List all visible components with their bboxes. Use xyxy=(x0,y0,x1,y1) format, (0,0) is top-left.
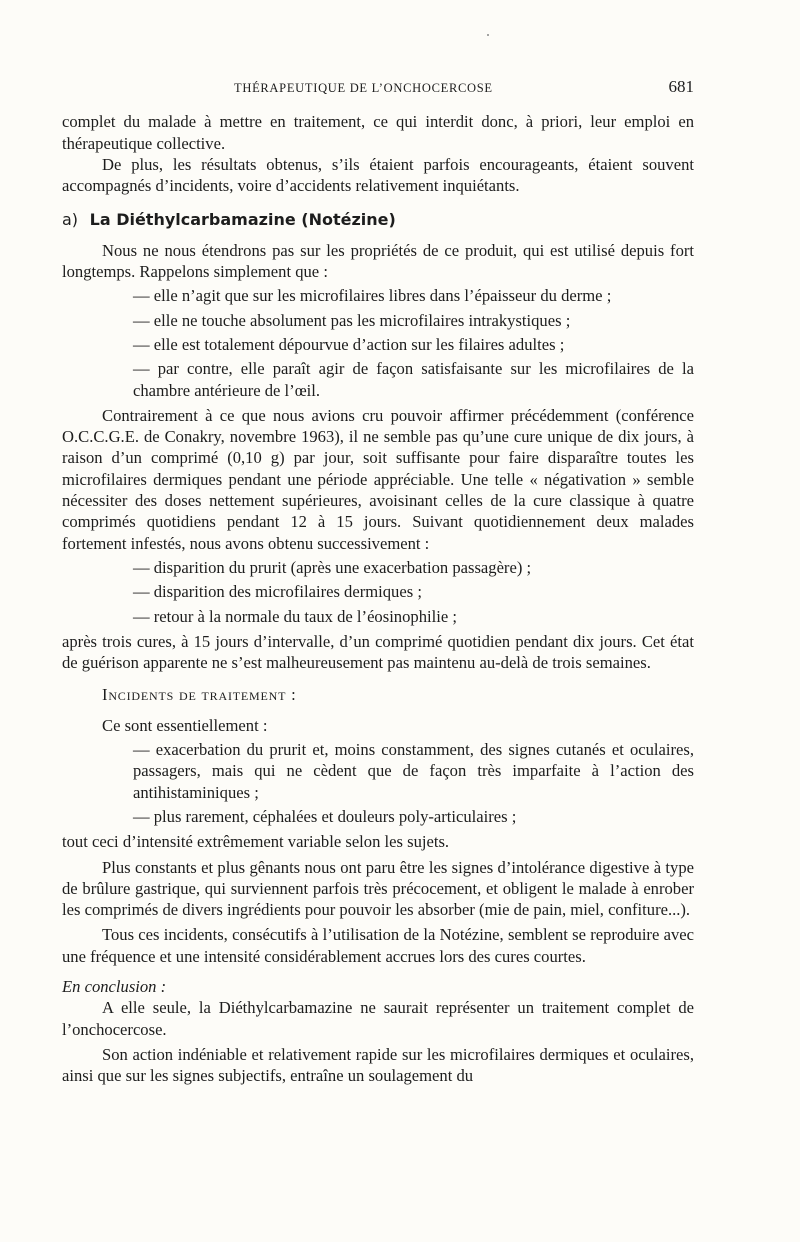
list-item-text: — plus rarement, céphalées et douleurs poly-articulaires ; xyxy=(133,806,517,826)
section-title: La Diéthylcarbamazine (Notézine) xyxy=(89,210,396,230)
paragraph-1: complet du malade à mettre en traitement, ce qui interdit donc, à priori, leur emploi en thérapeutique collective. xyxy=(62,112,694,153)
paragraph-8: Plus constants et plus gênants nous ont paru être les signes d’intolérance digestive à type de brûlure gastrique, qui surviennent parfois très précocement, et obligent le malade à enrober les comprimés de divers ingrédients pour pouvoir les absorber (mie de pain, miel, confiture...). xyxy=(62,857,694,920)
paragraph-10: A elle seule, la Diéthylcarbamazine ne saurait représenter un traitement complet de l’onchocercose. xyxy=(62,998,694,1039)
running-title: THÉRAPEUTIQUE DE L’ONCHOCERCOSE xyxy=(234,81,493,95)
paragraph-6: Ce sont essentiellement : xyxy=(102,715,268,735)
paragraph-2: De plus, les résultats obtenus, s’ils étaient parfois encourageants, étaient souvent accompagnés d’incidents, voire d’accidents relativement inquiétants. xyxy=(62,154,694,196)
list-item-text: — retour à la normale du taux de l’éosinophilie ; xyxy=(133,606,457,626)
list-item-text: — elle n’agit que sur les microfilaires libres dans l’épaisseur du derme ; xyxy=(133,286,612,306)
list-item xyxy=(62,739,694,803)
paragraph-7: tout ceci d’intensité extrêmement variable selon les sujets. xyxy=(62,832,450,852)
paragraph-4: Contrairement à ce que nous avions cru pouvoir affirmer précédemment (conférence O.C.C.G.E. de Conakry, novembre 1963), il ne semble pas qu’une cure unique de dix jours, à raison d’un comprimé (0,10 g) par jour, soit suffisante pour faire disparaître toutes les microfilaires dermiques pendant une période appréciable. Une telle « négativation » semble nécessiter des doses nettement supérieures, avoisinant celles de la cure classique à quatre comprimés quotidiens pendant 12 à 15 jours. Suivant quotidiennement deux malades fortement infestés, nous avons obtenu successivement : xyxy=(62,405,694,553)
list-item-text: — disparition du prurit (après une exacerbation passagère) ; xyxy=(133,557,532,577)
list-results xyxy=(62,557,694,627)
paragraph-5: après trois cures, à 15 jours d’intervalle, d’un comprimé quotidien pendant dix jours. Cet état de guérison apparente ne s’est malheureusement pas maintenu au-delà de trois semaines. xyxy=(62,631,694,673)
list-item xyxy=(62,285,694,306)
list-item xyxy=(62,310,694,331)
list-item-text: — disparition des microfilaires dermiques ; xyxy=(133,582,422,602)
list-item xyxy=(62,606,694,627)
incidents-heading: Incidents de traitement : xyxy=(102,685,297,705)
conclusion-heading: En conclusion : xyxy=(62,976,167,996)
section-letter: a) xyxy=(62,210,79,230)
paragraph-9: Tous ces incidents, consécutifs à l’utilisation de la Notézine, semblent se reproduire avec une fréquence et une intensité considérablement accrues lors des cures courtes. xyxy=(62,925,694,966)
paragraph-11: Son action indéniable et relativement rapide sur les microfilaires dermiques et oculaires, ainsi que sur les signes subjectifs, entraîne un soulagement du xyxy=(62,1044,694,1086)
section-heading-a xyxy=(62,209,694,230)
list-item xyxy=(62,557,694,578)
list-item xyxy=(62,358,694,401)
running-header xyxy=(234,76,694,99)
list-item xyxy=(62,581,694,602)
list-item-text: — elle ne touche absolument pas les microfilaires intrakystiques ; xyxy=(133,310,571,330)
list-item-text: — exacerbation du prurit et, moins constamment, des signes cutanés et oculaires, passagers, mais qui ne cèdent que de façon très imparfaite à l’action des antihistaminiques ; xyxy=(133,740,694,802)
paragraph-3: Nous ne nous étendrons pas sur les propriétés de ce produit, qui est utilisé depuis fort longtemps. Rappelons simplement que : xyxy=(62,240,694,282)
list-incidents xyxy=(62,739,694,827)
page-number: 681 xyxy=(668,77,694,96)
list-item-text: — par contre, elle paraît agir de façon satisfaisante sur les microfilaires de la chambre antérieure de l’œil. xyxy=(133,359,694,400)
list-item-text: — elle est totalement dépourvue d’action sur les filaires adultes ; xyxy=(133,334,565,354)
list-item xyxy=(62,334,694,355)
page-body xyxy=(62,76,694,1086)
list-item xyxy=(62,806,694,827)
list-properties xyxy=(62,285,694,400)
